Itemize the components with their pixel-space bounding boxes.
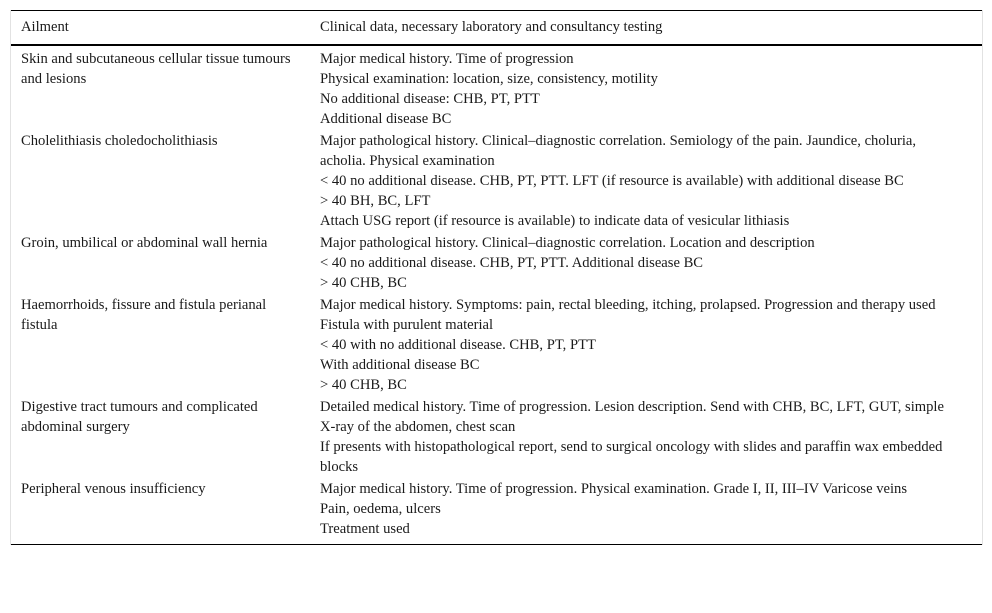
clinical-line: Major medical history. Symptoms: pain, rectal bleeding, itching, prolapsed. Progression and therapy used (320, 297, 936, 313)
clinical-line: Major medical history. Time of progression. Physical examination. Grade I, II, III–IV Varicose veins (320, 481, 908, 497)
clinical-line: With additional disease BC (320, 357, 480, 373)
table-row (11, 231, 982, 293)
header-row (11, 11, 982, 46)
clinical-line: > 40 CHB, BC (320, 275, 407, 291)
table-row (11, 293, 982, 395)
clinical-data-cell (310, 395, 982, 477)
clinical-requirements-table (11, 10, 982, 545)
clinical-line: Detailed medical history. Time of progression. Lesion description. Send with CHB, BC, LFT, GUT, simple X-ray of the abdomen, chest scan (320, 399, 944, 435)
clinical-line: > 40 CHB, BC (320, 377, 407, 393)
clinical-data-cell (310, 45, 982, 129)
ailment-cell: Peripheral venous insufficiency (11, 477, 310, 545)
table-row (11, 395, 982, 477)
clinical-line: > 40 BH, BC, LFT (320, 193, 431, 209)
table-row (11, 45, 982, 129)
table-row (11, 129, 982, 231)
clinical-line: < 40 with no additional disease. CHB, PT, PTT (320, 337, 596, 353)
ailment-cell: Skin and subcutaneous cellular tissue tumours and lesions (21, 51, 291, 87)
clinical-line: < 40 no additional disease. CHB, PT, PTT. Additional disease BC (320, 255, 704, 271)
table-header (11, 11, 982, 46)
clinical-line: Attach USG report (if resource is available) to indicate data of vesicular lithiasis (320, 213, 790, 229)
clinical-line: Physical examination: location, size, consistency, motility (320, 71, 658, 87)
clinical-line: Major medical history. Time of progression (320, 51, 574, 67)
header-clinical-data: Clinical data, necessary laboratory and consultancy testing (310, 11, 982, 46)
clinical-line: < 40 no additional disease. CHB, PT, PTT. LFT (if resource is available) with additional disease BC (320, 173, 904, 189)
clinical-line: If presents with histopathological report, send to surgical oncology with slides and paraffin wax embedded blocks (320, 439, 943, 475)
ailment-cell: Groin, umbilical or abdominal wall hernia (21, 235, 268, 251)
clinical-data-cell (310, 231, 982, 293)
clinical-table-container (10, 10, 983, 545)
clinical-line: Fistula with purulent material (320, 317, 494, 333)
clinical-data-cell (310, 477, 982, 545)
clinical-line: Additional disease BC (320, 111, 452, 127)
clinical-line: No additional disease: CHB, PT, PTT (320, 91, 540, 107)
header-ailment: Ailment (11, 11, 310, 46)
clinical-line: Major pathological history. Clinical–diagnostic correlation. Semiology of the pain. Jaundice, choluria, acholia. Physical examination (320, 133, 917, 169)
ailment-cell: Digestive tract tumours and complicated abdominal surgery (21, 399, 258, 435)
clinical-data-cell (310, 129, 982, 231)
clinical-data-cell (310, 293, 982, 395)
clinical-line: Pain, oedema, ulcers (320, 501, 441, 517)
table-row (11, 477, 982, 545)
clinical-line: Major pathological history. Clinical–diagnostic correlation. Location and description (320, 235, 815, 251)
clinical-line: Treatment used (320, 521, 410, 537)
table-body (11, 45, 982, 545)
ailment-cell: Cholelithiasis choledocholithiasis (21, 133, 218, 149)
ailment-cell: Haemorrhoids, fissure and fistula perianal fistula (21, 297, 267, 333)
